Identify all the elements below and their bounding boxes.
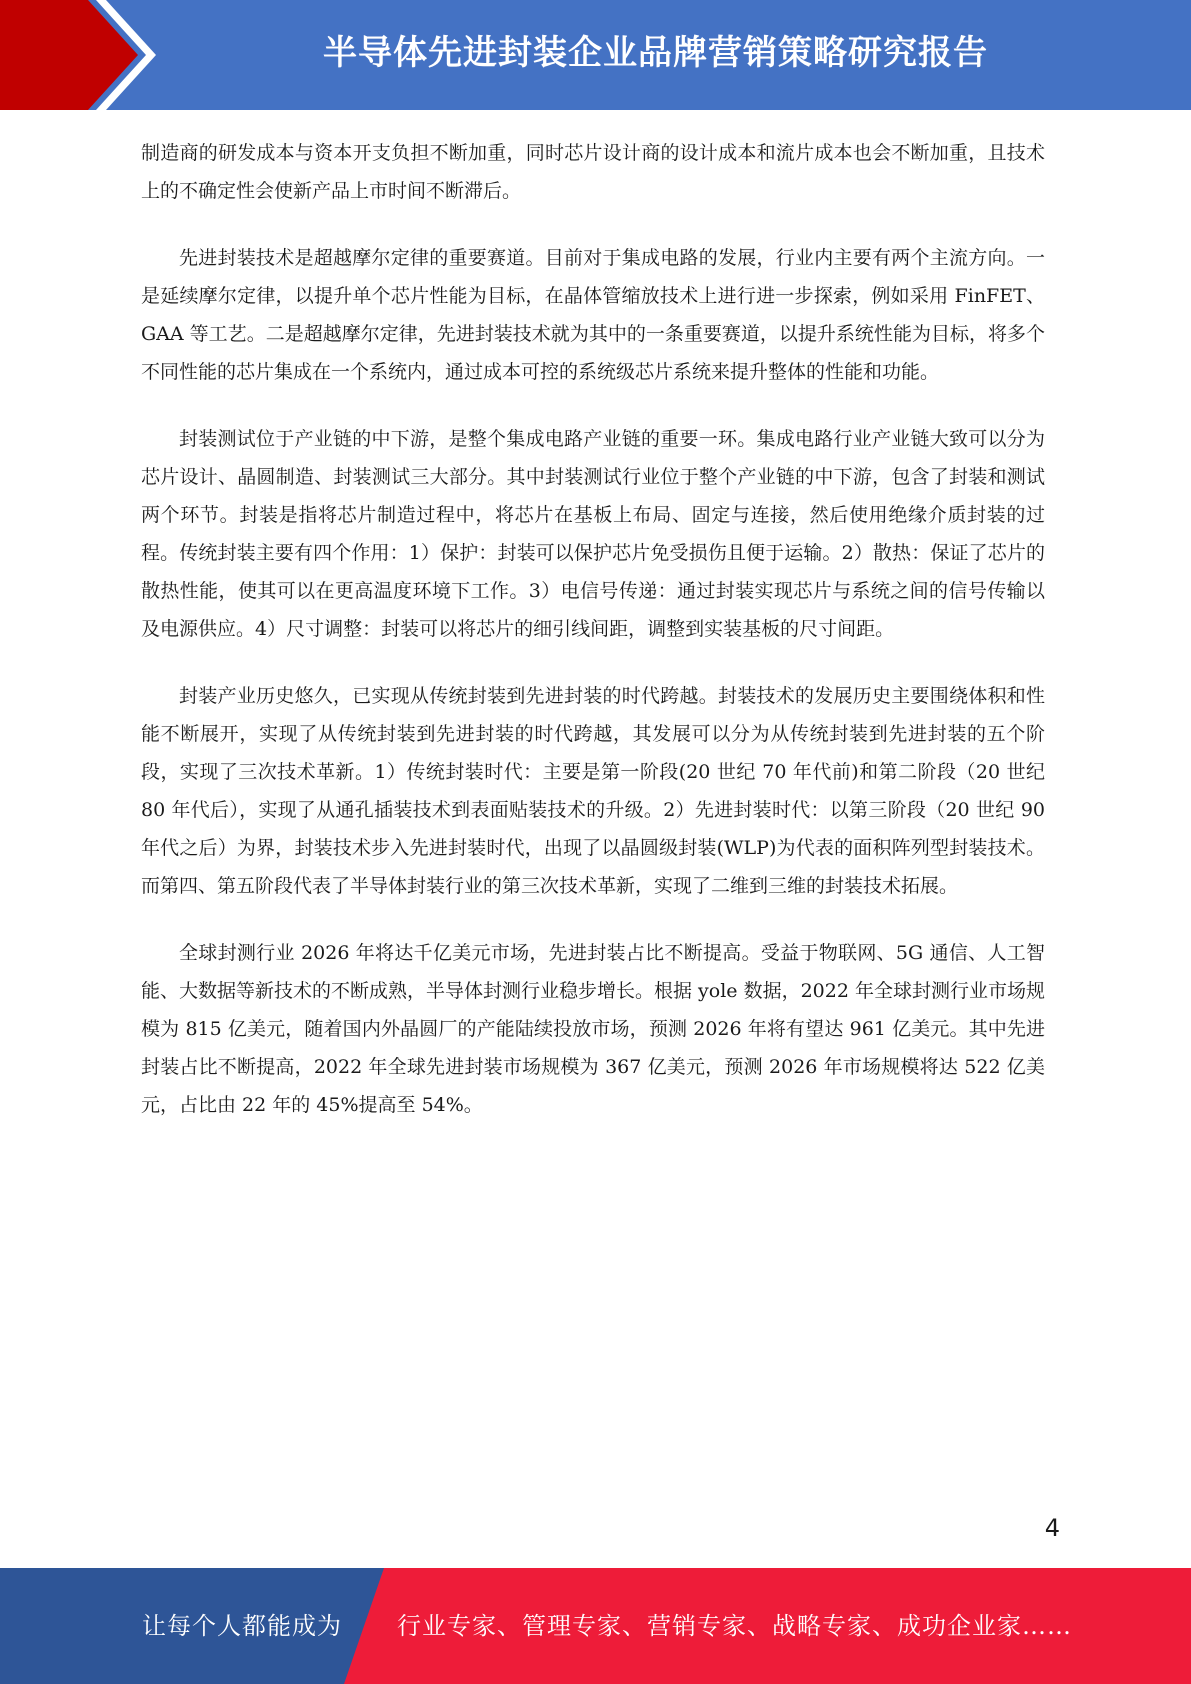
paragraph-5: 全球封测行业 2026 年将达千亿美元市场，先进封装占比不断提高。受益于物联网、5G 通信、人工智能、大数据等新技术的不断成熟，半导体封测行业稳步增长。根据 yole 数据，2022 年全球封测行业市场规模为 815 亿美元，随着国内外晶圆厂的产能陆续投放市场，预测 2026 年将有望达 961 亿美元。其中先进封装占比不断提高，2022 年全球先进封装市场规模为 367 亿美元，预测 2026 年市场规模将达 522 亿美元，占比由 22 年的 45%提高至 54%。: [141, 942, 1045, 1116]
footer-slogan-right: 行业专家、管理专家、营销专家、战略专家、成功企业家……: [397, 1612, 1072, 1640]
page-number: 4: [1044, 1514, 1060, 1542]
footer-banner: [0, 1568, 1191, 1684]
paragraph-1: 制造商的研发成本与资本开支负担不断加重，同时芯片设计商的设计成本和流片成本也会不断加重，且技术上的不确定性会使新产品上市时间不断滞后。: [141, 142, 1045, 202]
paragraph-3: 封装测试位于产业链的中下游，是整个集成电路产业链的重要一环。集成电路行业产业链大致可以分为芯片设计、晶圆制造、封装测试三大部分。其中封装测试行业位于整个产业链的中下游，包含了封装和测试两个环节。封装是指将芯片制造过程中，将芯片在基板上布局、固定与连接，然后使用绝缘介质封装的过程。传统封装主要有四个作用：1）保护：封装可以保护芯片免受损伤且便于运输。2）散热：保证了芯片的散热性能，使其可以在更高温度环境下工作。3）电信号传递：通过封装实现芯片与系统之间的信号传输以及电源供应。4）尺寸调整：封装可以将芯片的细引线间距，调整到实装基板的尺寸间距。: [141, 428, 1045, 640]
report-title: 半导体先进封装企业品牌营销策略研究报告: [323, 33, 988, 73]
footer-slogan-left: 让每个人都能成为: [142, 1612, 342, 1640]
document-body: [141, 134, 1045, 1153]
header-banner: [0, 0, 1191, 110]
paragraph-2: 先进封装技术是超越摩尔定律的重要赛道。目前对于集成电路的发展，行业内主要有两个主流方向。一是延续摩尔定律，以提升单个芯片性能为目标，在晶体管缩放技术上进行进一步探索，例如采用 FinFET、GAA 等工艺。二是超越摩尔定律，先进封装技术就为其中的一条重要赛道，以提升系统性能为目标，将多个不同性能的芯片集成在一个系统内，通过成本可控的系统级芯片系统来提升整体的性能和功能。: [141, 247, 1045, 383]
paragraph-4: 封装产业历史悠久，已实现从传统封装到先进封装的时代跨越。封装技术的发展历史主要围绕体积和性能不断展开，实现了从传统封装到先进封装的时代跨越，其发展可以分为从传统封装到先进封装的五个阶段，实现了三次技术革新。1）传统封装时代：主要是第一阶段(20 世纪 70 年代前)和第二阶段（20 世纪 80 年代后），实现了从通孔插装技术到表面贴装技术的升级。2）先进封装时代：以第三阶段（20 世纪 90 年代之后）为界，封装技术步入先进封装时代，出现了以晶圆级封装(WLP)为代表的面积阵列型封装技术。而第四、第五阶段代表了半导体封装行业的第三次技术革新，实现了二维到三维的封装技术拓展。: [141, 685, 1045, 897]
